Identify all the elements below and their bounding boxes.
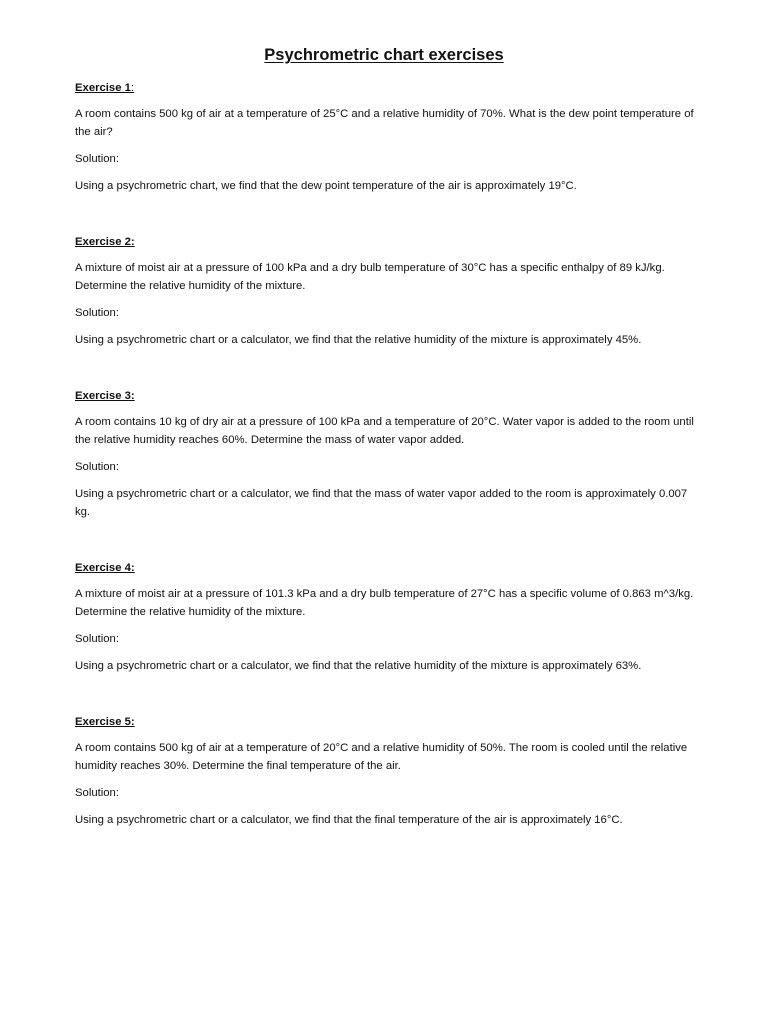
exercise-heading xyxy=(75,79,695,97)
exercise-answer: Using a psychrometric chart or a calculator, we find that the mass of water vapor added to the room is approximately 0.007 kg. xyxy=(75,488,688,518)
exercise-answer: Using a psychrometric chart, we find that the dew point temperature of the air is approximately 19°C. xyxy=(75,180,577,192)
exercise-heading: Exercise 5: xyxy=(75,716,135,728)
exercise-question: A mixture of moist air at a pressure of 100 kPa and a dry bulb temperature of 30°C has a specific enthalpy of 89 kJ/kg. Determine the relative humidity of the mixture. xyxy=(75,262,665,292)
exercise-heading: Exercise 4: xyxy=(75,562,135,574)
solution-label: Solution: xyxy=(75,633,119,645)
exercise-heading-colon: : xyxy=(130,82,135,94)
exercise-question: A mixture of moist air at a pressure of 101.3 kPa and a dry bulb temperature of 27°C has a specific volume of 0.863 m^3/kg. Determine the relative humidity of the mixture. xyxy=(75,588,694,618)
exercise-answer: Using a psychrometric chart or a calculator, we find that the relative humidity of the mixture is approximately 45%. xyxy=(75,334,642,346)
solution-label: Solution: xyxy=(75,307,119,319)
solution-label: Solution: xyxy=(75,461,119,473)
exercise-3 xyxy=(75,387,695,530)
exercise-heading-text: Exercise 1 xyxy=(75,82,131,94)
exercise-2 xyxy=(75,233,695,358)
exercise-heading: Exercise 2: xyxy=(75,236,135,248)
exercise-1 xyxy=(75,79,695,204)
exercise-5 xyxy=(75,713,695,838)
exercise-answer: Using a psychrometric chart or a calculator, we find that the relative humidity of the mixture is approximately 63%. xyxy=(75,660,642,672)
exercise-question: A room contains 500 kg of air at a temperature of 25°C and a relative humidity of 70%. What is the dew point temperature of the air? xyxy=(75,108,694,138)
exercise-answer: Using a psychrometric chart or a calculator, we find that the final temperature of the air is approximately 16°C. xyxy=(75,814,623,826)
exercise-question: A room contains 10 kg of dry air at a pressure of 100 kPa and a temperature of 20°C. Water vapor is added to the room until the relative humidity reaches 60%. Determine the mass of water vapor added. xyxy=(75,416,694,446)
exercise-4 xyxy=(75,559,695,684)
exercise-question: A room contains 500 kg of air at a temperature of 20°C and a relative humidity of 50%. The room is cooled until the relative humidity reaches 30%. Determine the final temperature of the air. xyxy=(75,742,688,772)
page-title: Psychrometric chart exercises xyxy=(264,46,504,64)
solution-label: Solution: xyxy=(75,153,119,165)
exercise-heading: Exercise 3: xyxy=(75,390,135,402)
solution-label: Solution: xyxy=(75,787,119,799)
